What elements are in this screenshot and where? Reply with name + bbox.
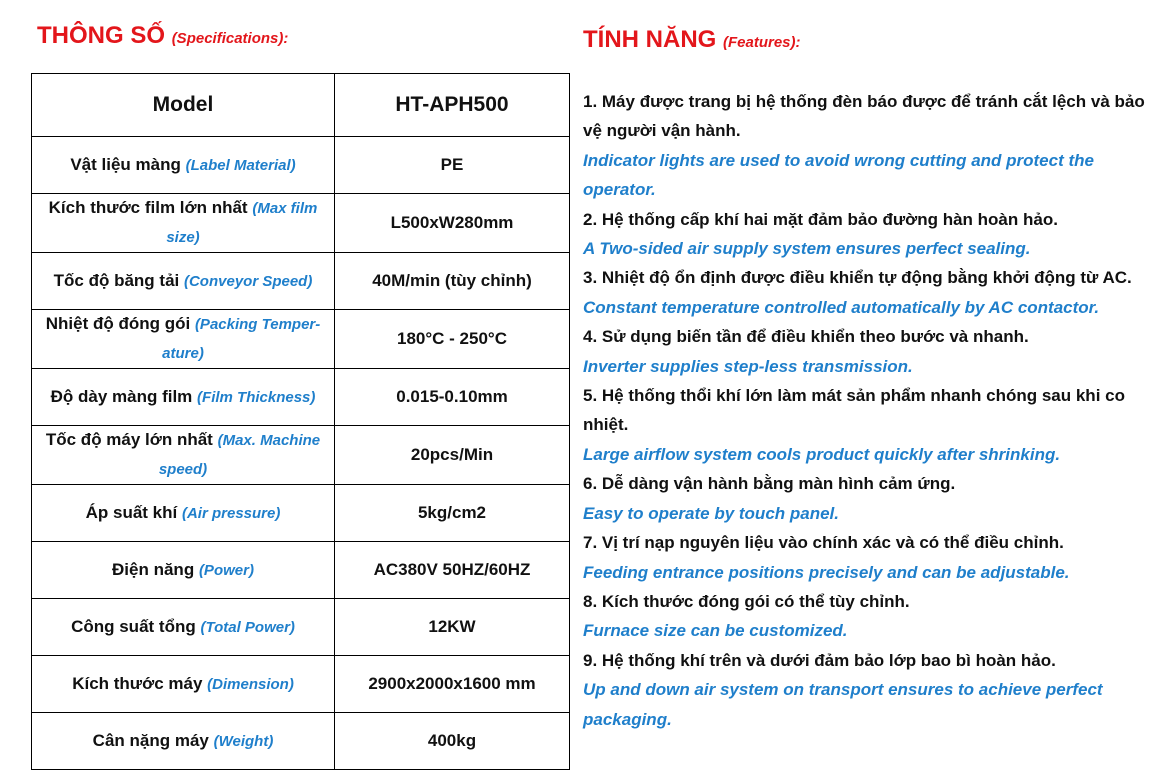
spec-label-cell: [32, 713, 335, 770]
spec-label-vi: Kích thước film lớn nhất: [48, 198, 248, 217]
spec-label-cell: [32, 369, 335, 426]
spec-label-en: (Weight): [213, 732, 274, 750]
spec-label-vi: Cân nặng máy: [92, 730, 209, 750]
spec-value-cell: 12KW: [335, 599, 570, 656]
table-row: [32, 485, 570, 542]
spec-value-cell: 5kg/cm2: [335, 485, 570, 542]
spec-label-vi: Tốc độ máy lớn nhất: [45, 430, 213, 449]
spec-label-vi: Nhiệt độ đóng gói: [45, 314, 191, 333]
spec-label-en: (Total Power): [200, 618, 295, 636]
feature-vi: 3. Nhiệt độ ổn định được điều khiển tự động bằng khởi động từ AC.: [583, 268, 1132, 288]
feature-vi: 9. Hệ thống khí trên và dưới đảm bảo lớp bao bì hoàn hảo.: [583, 650, 1056, 670]
feature-vi: 8. Kích thước đóng gói có thể tùy chỉnh.: [583, 591, 910, 611]
spec-value-cell: 20pcs/Min: [335, 426, 570, 485]
feature-en: Inverter supplies step-less transmission.: [583, 356, 913, 376]
specifications-table: [31, 73, 570, 770]
spec-label-cell: [32, 310, 335, 369]
table-row: [32, 599, 570, 656]
spec-label-vi: Điện năng: [112, 559, 195, 579]
spec-label-cell: [32, 253, 335, 310]
spec-label-en: (Film Thickness): [197, 388, 316, 406]
feature-en: Constant temperature controlled automatically by AC contactor.: [583, 297, 1100, 317]
spec-label-en: (Air pressure): [181, 504, 281, 522]
model-label: Model: [32, 74, 335, 137]
specifications-subtitle: (Specifications):: [171, 30, 289, 47]
table-row: [32, 194, 570, 253]
model-value: HT-APH500: [335, 74, 570, 137]
spec-value-cell: L500xW280mm: [335, 194, 570, 253]
feature-vi: 4. Sử dụng biến tần để điều khiển theo bước và nhanh.: [583, 327, 1029, 347]
spec-label-vi: Công suất tổng: [71, 616, 196, 636]
table-row: [32, 542, 570, 599]
spec-label-cell: [32, 426, 335, 485]
table-row: [32, 310, 570, 369]
table-row: [32, 713, 570, 770]
spec-value-cell: AC380V 50HZ/60HZ: [335, 542, 570, 599]
spec-label-en: (Power): [198, 561, 254, 579]
spec-label-vi: Kích thước máy: [72, 673, 203, 693]
spec-label-cell: [32, 137, 335, 194]
spec-label-vi: Tốc độ băng tải: [53, 270, 180, 290]
spec-label-cell: [32, 485, 335, 542]
feature-vi: 1. Máy được trang bị hệ thống đèn báo được để tránh cắt lệch và bảo vệ người vận hành.: [583, 92, 1145, 141]
spec-label-vi: Áp suất khí: [85, 502, 178, 522]
feature-vi: 5. Hệ thống thổi khí lớn làm mát sản phẩm nhanh chóng sau khi co nhiệt.: [583, 386, 1125, 435]
feature-en: Large airflow system cools product quickly after shrinking.: [583, 444, 1061, 464]
feature-vi: 6. Dễ dàng vận hành bằng màn hình cảm ứng.: [583, 474, 956, 494]
spec-label-en: (Conveyor Speed): [183, 272, 313, 290]
spec-value-cell: 400kg: [335, 713, 570, 770]
feature-en: Feeding entrance positions precisely and can be adjustable.: [583, 562, 1070, 582]
feature-en: Up and down air system on transport ensures to achieve perfect packaging.: [583, 680, 1103, 729]
table-header-row: [32, 74, 570, 137]
table-row: [32, 253, 570, 310]
features-subtitle: (Features):: [723, 34, 801, 51]
features-list: [583, 87, 1155, 734]
feature-en: A Two-sided air supply system ensures perfect sealing.: [583, 239, 1031, 259]
feature-en: Indicator lights are used to avoid wrong cutting and protect the operator.: [583, 150, 1094, 200]
spec-label-vi: Vật liệu màng: [70, 154, 181, 174]
feature-en: Furnace size can be customized.: [583, 621, 848, 641]
spec-label-en: (Dimension): [207, 675, 294, 693]
spec-label-en: (Packing Temper-ature): [162, 316, 321, 362]
table-row: [32, 656, 570, 713]
spec-value-cell: 0.015-0.10mm: [335, 369, 570, 426]
table-row: [32, 426, 570, 485]
specifications-title: THÔNG SỐ: [37, 22, 166, 49]
specifications-heading: [37, 22, 288, 50]
spec-label-cell: [32, 599, 335, 656]
spec-label-vi: Độ dày màng film: [50, 386, 193, 406]
spec-label-en: (Max film size): [166, 200, 318, 246]
features-title: TÍNH NĂNG: [583, 26, 717, 53]
spec-value-cell: PE: [335, 137, 570, 194]
spec-value-cell: 180°C - 250°C: [335, 310, 570, 369]
spec-label-cell: [32, 656, 335, 713]
spec-label-cell: [32, 542, 335, 599]
spec-label-en: (Max. Machine speed): [158, 432, 321, 478]
table-row: [32, 369, 570, 426]
table-row: [32, 137, 570, 194]
features-heading: [583, 26, 801, 54]
feature-vi: 7. Vị trí nạp nguyên liệu vào chính xác và có thể điều chỉnh.: [583, 533, 1064, 553]
feature-vi: 2. Hệ thống cấp khí hai mặt đảm bảo đường hàn hoàn hảo.: [583, 209, 1058, 229]
spec-label-cell: [32, 194, 335, 253]
spec-value-cell: 40M/min (tùy chỉnh): [335, 253, 570, 310]
spec-label-en: (Label Material): [185, 156, 296, 174]
feature-en: Easy to operate by touch panel.: [583, 503, 840, 523]
spec-value-cell: 2900x2000x1600 mm: [335, 656, 570, 713]
